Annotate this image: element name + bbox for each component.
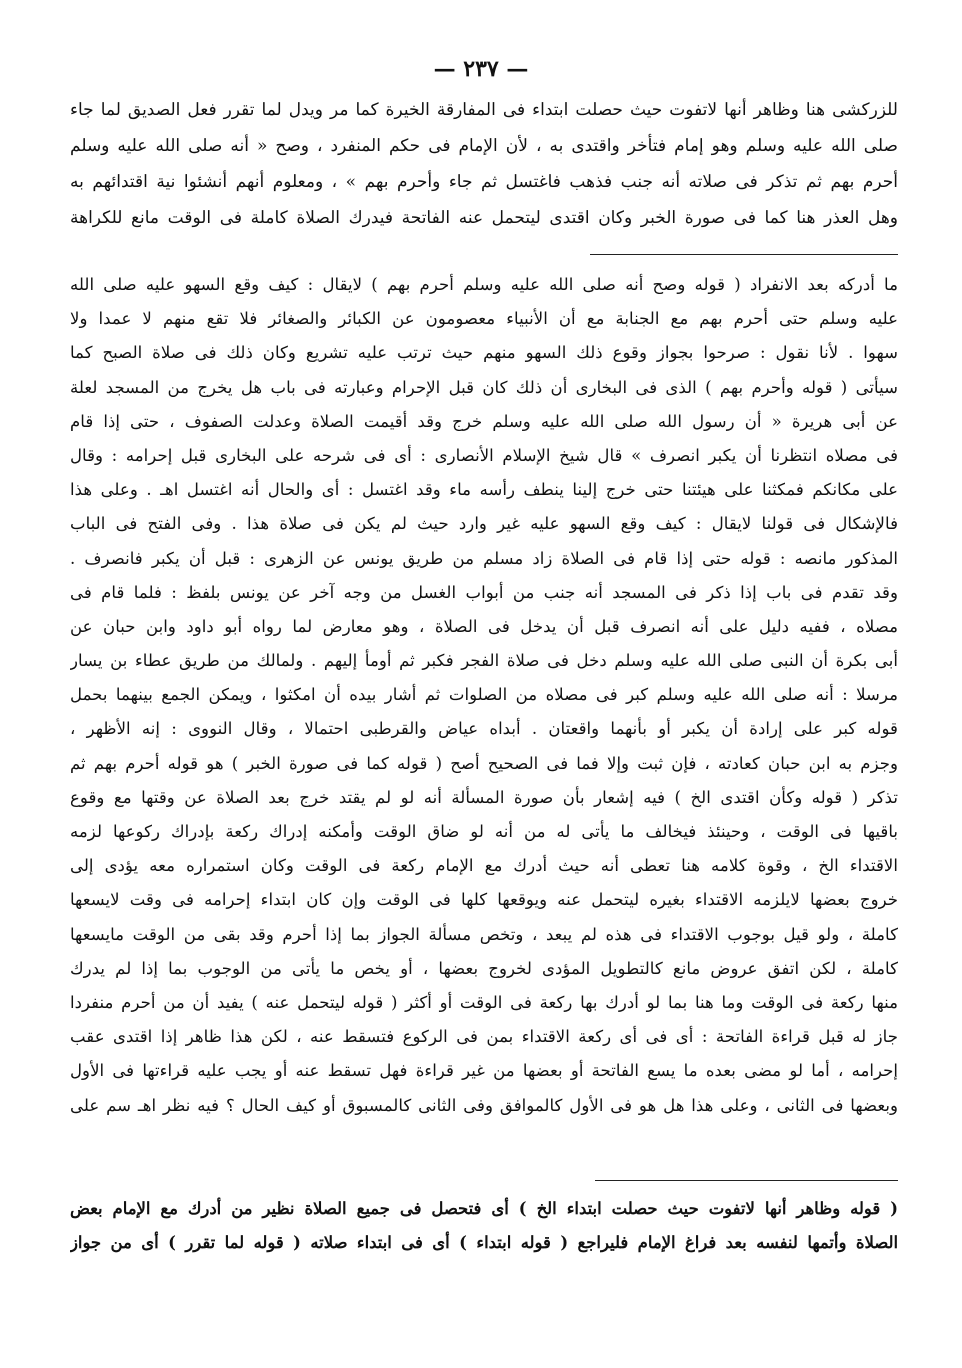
commentary-line: سهوا . لأنا نقول : صرحوا بجواز وقوع ذلك السهو منهم حيث ترتب عليه تشريع وكان ذلك فى صلاة الصبح كما [70,343,898,363]
commentary-line: وقد تقدم فى باب إذا ذكر فى المسجد أنه جنب من أبواب الغسل من وجه آخر عن يونس بلفظ : فلما قام فى [70,582,898,602]
commentary-line: باقيها فى الوقت ، وحينئذ فيخالف ما يأتى له من أنه لو ضاق الوقت وأمكنه إدراك ركعة بإدراك ركوعها لزمه [70,822,898,841]
commentary-line: كاملة ، لكن اتفق عروض مانع كالتطويل المؤدى لخروج بعضها ، أو يخص ما يأتى من الوجوب بما إذا لم يدرك [70,958,898,978]
commentary-line: ما أدركه بعد الانفراد ( قوله وصح أنه صلى الله عليه وسلم أحرم بهم ) لايقال : كيف وقع السهو عليه صلى الله [70,275,898,294]
separator-rule [590,254,898,255]
commentary-line: فى مصلاه انتظرنا أن يكبر انصرف » قال شيخ الإسلام الأنصارى : أى فى شرحه على البخارى قبل إحرامه : وقال [70,445,898,465]
footnote-block [70,1192,898,1260]
main-text-line: صلى الله عليه وسلم وهو إمام فتأخر واقتدى به ، لأن الإمام فى حكم المنفرد ، وصح « أنه صلى الله عليه وسلم [70,136,898,156]
commentary-block [70,268,898,1123]
commentary-line: سيأتى ( قوله وأحرم بهم ) الذى فى البخارى أن ذلك كان قبل الإحرام وعبارته فى باب هل يخرج من المسجد لعلة [70,377,898,397]
commentary-line: المذكور مانصه : قوله حتى إذا قام فى الصلاة زاد مسلم من طريق يونس عن الزهرى : قبل أن يكبر فانصرف . [70,548,898,568]
commentary-line: تذكر ( قوله وكأن اقتدى الخ ) فيه إشعار بأن صورة المسألة أنه لو لم يقتد خرج بعد الصلاة عن وقتها مع وقوع [70,787,898,807]
commentary-line: جاز له قبل قراءة الفاتحة : أى فى أى ركعة الاقتداء بمن فى الركوع فتسقط عنه ، لكن هذا ظاهر إذا اقتدى عقب [70,1027,898,1047]
commentary-line: مرسلا : أنه صلى الله عليه وسلم كبر فى مصلاه من الصلوات ثم أشار بيده أن امكثوا ، ويمكن الجمع بينهما بحمل [70,685,898,705]
main-text-block [70,92,898,236]
commentary-line: كاملة ، ولو قيل بوجوب الاقتداء فى هذه لم يبعد ، وتخص مسألة الجواز بما إذا أحرم وقد بقى من الوقت مايسعها [70,924,898,944]
commentary-line: على مكانكم فمكثنا على هيئتنا حتى خرج إلينا ينطف رأسه ماء وقد اغتسل : أى والحال أنه اغتسل اهـ . وعلى هذا [70,480,898,500]
separator-rule [595,1180,898,1181]
commentary-line: فالإشكال فى قولنا لايقال : كيف وقع السهو عليه غير وارد حيث لم يكن فى صلاة هذا . وفى الفتح فى الباب [70,514,898,534]
commentary-line: وبعضها فى الثانى ، وعلى هذا هل هو فى الأول كالموافق وفى الثانى كالمسبوق أو كيف الحال ؟ فيه نظر اهـ سم على [70,1095,898,1115]
page-number: — ٢٣٧ — [433,56,529,82]
commentary-line: أبى بكرة أن النبى صلى الله عليه وسلم دخل فى صلاة الفجر فكبر ثم أومأ إليهم . ولمالك من طريق عطاء بن يسار [70,651,898,671]
main-text-line: أحرم بهم ثم تذكر فى صلاته أنه جنب فذهب فاغتسل ثم جاء وأحرم بهم » ، ومعلوم أنهم أنشئوا نية اقتدائهم به [70,172,898,192]
commentary-line: عليه وسلم حتى أحرم بهم مع الجنابة مع أن الأنبياء معصومون عن الكبائر والصغائر فلا تقع منهم لا عمدا ولا [70,309,898,329]
commentary-line: الاقتداء الخ ، وقوة كلامه هنا تعطى أنه حيث أدرك مع الإمام ركعة فى الوقت وكان استمراره معه يؤدى إلى [70,856,898,876]
footnote-line: ( قوله وظاهر أنها لاتفوت حيث حصلت ابتداء الخ ) أى فتحصل فى جميع الصلاة نظير من أدرك مع الإمام بعض [70,1199,898,1218]
commentary-line: عن أبى هريرة « أن رسول الله صلى الله عليه وسلم خرج وقد أقيمت الصلاة وعدلت الصفوف ، حتى إذا قام [70,411,898,431]
footnote-line: الصلاة وأتمها لنفسه بعد فراغ الإمام فليراجع ( قوله ابتداء ) أى فى ابتداء صلاته ( قوله لما تقرر ) أى من جواز [70,1233,898,1252]
commentary-line: قوله كبر على إرادة أن يكبر أو بأنهما واقعتان . أبداه عياض والقرطبى احتمالا ، وقال النووى : إنه الأظهر ، [70,719,898,739]
commentary-line: خروج بعضها لايلزمه الاقتداء بغيره ليتحمل عنه ويوقعها كلها فى الوقت وإن كان ابتداء إحرامه فى وقت لايسعها [70,890,898,910]
commentary-line: منها ركعة فى الوقت وما هنا بما لو أدرك بها ركعة فى الوقت أو أكثر ( قوله ليتحمل عنه ) يفيد أن من أحرم منفردا [70,992,898,1012]
commentary-line: مصلاه ، ففيه دليل على أنه انصرف قبل أن يدخل فى الصلاة ، وهو معارض لما رواه أبو داود وابن حبان عن [70,616,898,636]
main-text-line: للزركشى هنا وظاهر أنها لاتفوت حيث حصلت ابتداء فى المفارقة الخيرة كما مر ويدل لما تقرر فعل الصديق لما جاء [70,100,898,120]
commentary-line: وجزم به ابن حبان كعادته ، فإن ثبت وإلا فما فى الصحيح أصح ( قوله كما فى صورة الخبر ) هو قوله أحرم بهم ثم [70,753,898,773]
main-text-line: وهل العذر هنا كما فى صورة الخبر وكان اقتدى ليتحمل عنه الفاتحة فيدرك الصلاة كاملة فى الوقت مانع للكراهة [70,208,898,228]
commentary-line: إحرامه ، أما لو مضى بعده ما يسع الفاتحة أو بعضها من غير قراءة فهل تسقط عنه أو يجب عليه قراءتها فى الأول [70,1061,898,1081]
